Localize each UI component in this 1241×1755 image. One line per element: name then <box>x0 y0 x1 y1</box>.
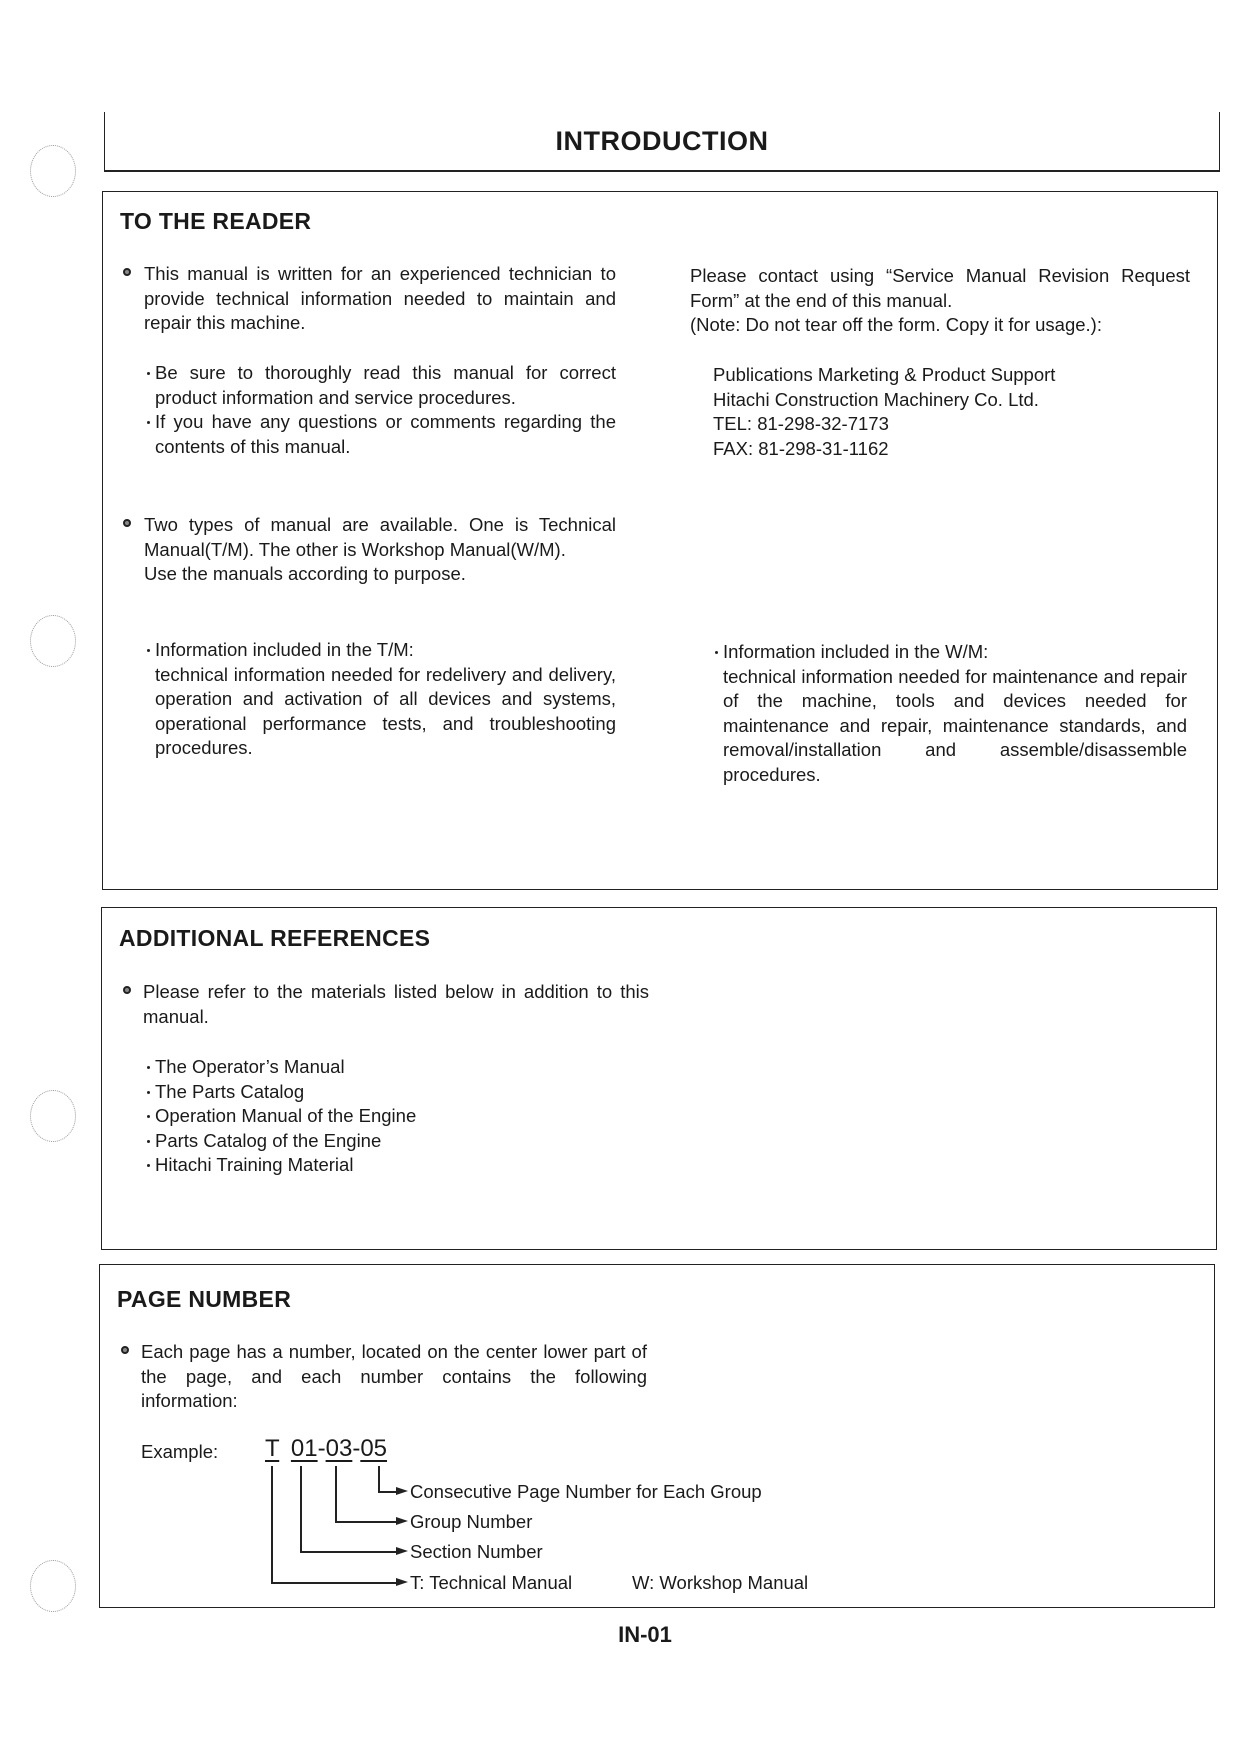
wm-info <box>723 640 1187 787</box>
footer-page-number: IN-01 <box>618 1622 672 1647</box>
wm-info-label: Information included in the W/M: <box>723 640 1187 665</box>
contact-note: (Note: Do not tear off the form. Copy it for usage.): <box>690 314 1102 335</box>
binder-hole-mark <box>30 1090 76 1142</box>
code-section: 01 <box>290 1435 318 1462</box>
arrow-right-icon <box>396 1578 408 1586</box>
references-paragraph: Please refer to the materials listed below in addition to this manual. <box>143 981 649 1027</box>
references-list <box>155 1055 615 1178</box>
address-line: TEL: 81-298-32-7173 <box>713 413 889 434</box>
binder-hole-mark <box>30 615 76 667</box>
connector-line <box>300 1466 302 1552</box>
pagenumber-paragraph: Each page has a number, located on the center lower part of the page, and each number contains the following information: <box>141 1341 647 1411</box>
contact-text: Please contact using “Service Manual Revision Request Form” at the end of this manual. <box>690 265 1190 311</box>
tm-info-label: Information included in the T/M: <box>155 638 616 663</box>
code-separator: - <box>352 1435 361 1462</box>
legend-section: Section Number <box>410 1541 543 1562</box>
connector-line <box>300 1551 396 1553</box>
example-label: Example: <box>141 1441 219 1462</box>
legend-tm: T: Technical Manual <box>410 1572 573 1593</box>
manual-types-use: Use the manuals according to purpose. <box>144 563 466 584</box>
reference-item: The Parts Catalog <box>155 1080 615 1105</box>
code-separator: - <box>317 1435 326 1462</box>
legend-group: Group Number <box>410 1511 533 1532</box>
bullet-icon <box>121 1346 129 1354</box>
bullet-icon <box>123 986 131 994</box>
tm-info <box>155 638 616 761</box>
address-line: Publications Marketing & Product Support <box>713 364 1056 385</box>
code-page: 05 <box>360 1435 388 1462</box>
binder-hole-mark <box>30 145 76 197</box>
reader-intro-paragraph: This manual is written for an experienced technician to provide technical information needed to maintain and repair this machine. <box>144 263 616 333</box>
contact-paragraph <box>690 264 1190 338</box>
reference-item: Parts Catalog of the Engine <box>155 1129 615 1154</box>
reader-note-item: Be sure to thoroughly read this manual for correct product information and service procedures. <box>155 361 616 410</box>
manual-types-paragraph <box>144 513 616 587</box>
reader-notes <box>155 361 616 459</box>
reader-heading: TO THE READER <box>120 208 312 234</box>
contact-address <box>713 363 1193 461</box>
reference-item: The Operator’s Manual <box>155 1055 615 1080</box>
connector-line <box>335 1521 396 1523</box>
legend-wm: W: Workshop Manual <box>632 1572 809 1593</box>
arrow-right-icon <box>396 1517 408 1525</box>
page-title: INTRODUCTION <box>555 126 769 156</box>
binder-hole-mark <box>30 1560 76 1612</box>
references-heading: ADDITIONAL REFERENCES <box>119 925 431 951</box>
connector-line <box>271 1582 396 1584</box>
arrow-right-icon <box>396 1487 408 1495</box>
manual-types-text: Two types of manual are available. One is Technical Manual(T/M). The other is Workshop Manual(W/M). <box>144 514 616 560</box>
arrow-right-icon <box>396 1547 408 1555</box>
connector-line <box>271 1466 273 1583</box>
connector-line <box>335 1466 337 1522</box>
address-line: Hitachi Construction Machinery Co. Ltd. <box>713 388 1039 410</box>
wm-info-text: technical information needed for maintenance and repair of the machine, tools and devices needed for maintenance and repair, maintenance standards, and removal/installation and assemble/disassemble procedures. <box>723 665 1187 785</box>
connector-line <box>378 1466 380 1492</box>
connector-line <box>378 1491 396 1493</box>
reader-note-item: If you have any questions or comments regarding the contents of this manual. <box>155 410 616 459</box>
code-manual-type: T <box>265 1435 280 1462</box>
tm-info-text: technical information needed for redelivery and delivery, operation and activation of all devices and systems, operational performance tests, and troubleshooting procedures. <box>155 663 616 758</box>
title-frame <box>104 112 1220 172</box>
reference-item: Hitachi Training Material <box>155 1153 615 1178</box>
reference-item: Operation Manual of the Engine <box>155 1104 615 1129</box>
example-code <box>265 1434 387 1464</box>
bullet-icon <box>123 268 131 276</box>
bullet-icon <box>123 519 131 527</box>
legend-consecutive: Consecutive Page Number for Each Group <box>410 1481 762 1502</box>
address-line: FAX: 81-298-31-1162 <box>713 437 889 459</box>
pagenumber-heading: PAGE NUMBER <box>117 1286 292 1312</box>
code-group: 03 <box>325 1435 353 1462</box>
